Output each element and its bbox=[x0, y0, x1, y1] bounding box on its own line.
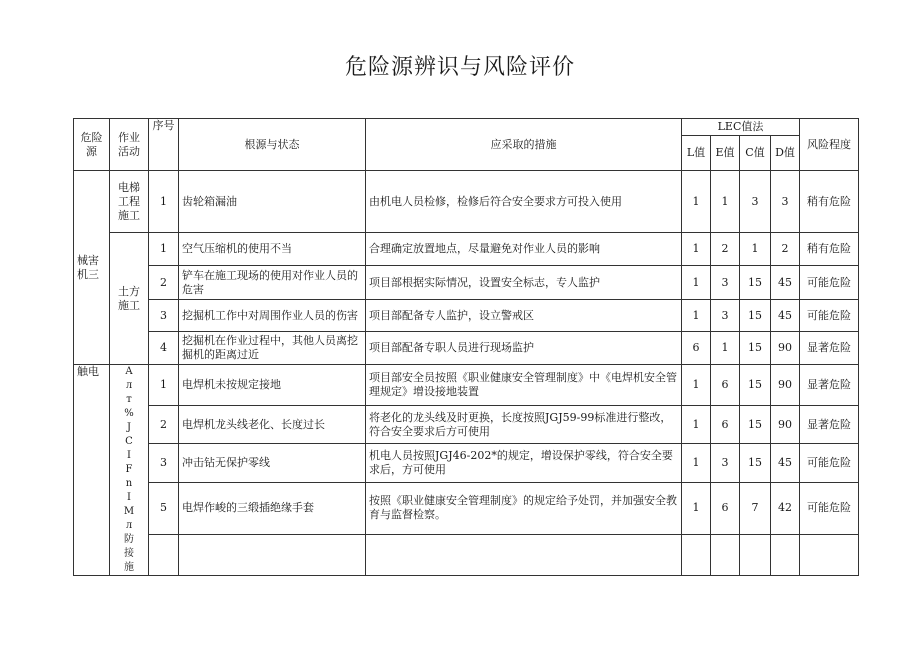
row-c: 15 bbox=[740, 266, 771, 300]
row-d: 90 bbox=[771, 406, 800, 444]
header-row-1 bbox=[74, 119, 859, 136]
empty-row bbox=[74, 534, 859, 575]
row-e: 1 bbox=[711, 171, 740, 233]
table-row bbox=[74, 483, 859, 535]
hazard-mechanical: 械害机三 bbox=[74, 171, 110, 365]
row-l: 1 bbox=[682, 171, 711, 233]
row-e: 3 bbox=[711, 266, 740, 300]
row-source: 冲击钻无保护零线 bbox=[179, 444, 366, 483]
row-e: 6 bbox=[711, 483, 740, 535]
row-source: 挖掘机在作业过程中，其他人员离挖掘机的距离过近 bbox=[179, 332, 366, 365]
row-seq: 2 bbox=[149, 266, 179, 300]
electric-side-text: A л т % J C I F n I M л 防 接 施 bbox=[123, 366, 135, 573]
risk-assessment-table bbox=[73, 118, 859, 576]
row-l: 1 bbox=[682, 233, 711, 266]
activity-elevator: 电梯工程施工 bbox=[110, 171, 149, 233]
empty-cell bbox=[740, 534, 771, 575]
table-row bbox=[74, 332, 859, 365]
table-row bbox=[74, 233, 859, 266]
row-e: 2 bbox=[711, 233, 740, 266]
row-c: 15 bbox=[740, 406, 771, 444]
row-measure: 按照《职业健康安全管理制度》的规定给予处罚，并加强安全教育与监督检察。 bbox=[366, 483, 682, 535]
row-measure: 项目部配备专人监护，设立警戒区 bbox=[366, 300, 682, 332]
electric-side-label bbox=[110, 365, 149, 576]
header-d: D值 bbox=[771, 136, 800, 171]
row-source: 电焊作峻的三缎插绝缘手套 bbox=[179, 483, 366, 535]
row-risk: 可能危险 bbox=[800, 266, 859, 300]
row-measure: 机电人员按照JGJ46-202*的规定，增设保护零线，符合安全要求后，方可使用 bbox=[366, 444, 682, 483]
row-seq: 5 bbox=[149, 483, 179, 535]
empty-cell bbox=[771, 534, 800, 575]
row-c: 3 bbox=[740, 171, 771, 233]
table-row bbox=[74, 365, 859, 406]
row-source: 空气压缩机的使用不当 bbox=[179, 233, 366, 266]
empty-cell bbox=[179, 534, 366, 575]
table-row bbox=[74, 300, 859, 332]
row-d: 45 bbox=[771, 300, 800, 332]
row-l: 1 bbox=[682, 300, 711, 332]
hazard-electric: 触电 bbox=[74, 365, 110, 576]
header-source: 根源与状态 bbox=[179, 119, 366, 171]
empty-cell bbox=[711, 534, 740, 575]
row-seq: 1 bbox=[149, 233, 179, 266]
row-risk: 显著危险 bbox=[800, 406, 859, 444]
row-l: 6 bbox=[682, 332, 711, 365]
row-d: 45 bbox=[771, 444, 800, 483]
table-row bbox=[74, 171, 859, 233]
row-source: 齿轮箱漏油 bbox=[179, 171, 366, 233]
header-measures: 应采取的措施 bbox=[366, 119, 682, 171]
row-c: 15 bbox=[740, 300, 771, 332]
row-seq: 2 bbox=[149, 406, 179, 444]
header-hazard: 危险源 bbox=[74, 119, 110, 171]
row-c: 15 bbox=[740, 332, 771, 365]
row-l: 1 bbox=[682, 444, 711, 483]
page-title: 危险源辨识与风险评价 bbox=[344, 55, 575, 80]
row-c: 7 bbox=[740, 483, 771, 535]
table-row bbox=[74, 444, 859, 483]
header-l: L值 bbox=[682, 136, 711, 171]
row-d: 42 bbox=[771, 483, 800, 535]
empty-cell bbox=[149, 534, 179, 575]
row-d: 3 bbox=[771, 171, 800, 233]
row-measure: 项目部配备专职人员进行现场监护 bbox=[366, 332, 682, 365]
row-measure: 将老化的龙头线及时更换，长度按照JGJ59-99标准进行整改，符合安全要求后方可使用 bbox=[366, 406, 682, 444]
row-e: 3 bbox=[711, 444, 740, 483]
row-risk: 可能危险 bbox=[800, 483, 859, 535]
row-c: 1 bbox=[740, 233, 771, 266]
activity-earthwork: 土方施工 bbox=[110, 233, 149, 365]
row-measure: 合理确定放置地点，尽量避免对作业人员的影响 bbox=[366, 233, 682, 266]
row-seq: 3 bbox=[149, 444, 179, 483]
row-l: 1 bbox=[682, 406, 711, 444]
row-l: 1 bbox=[682, 483, 711, 535]
row-l: 1 bbox=[682, 266, 711, 300]
header-activity: 作业活动 bbox=[110, 119, 149, 171]
empty-cell bbox=[366, 534, 682, 575]
row-source: 电焊机龙头线老化、长度过长 bbox=[179, 406, 366, 444]
row-e: 6 bbox=[711, 406, 740, 444]
row-measure: 由机电人员检修，检修后符合安全要求方可投入使用 bbox=[366, 171, 682, 233]
empty-cell bbox=[682, 534, 711, 575]
row-d: 90 bbox=[771, 332, 800, 365]
row-l: 1 bbox=[682, 365, 711, 406]
row-seq: 1 bbox=[149, 365, 179, 406]
row-measure: 项目部根据实际情况，设置安全标志，专人监护 bbox=[366, 266, 682, 300]
row-risk: 显著危险 bbox=[800, 365, 859, 406]
row-risk: 稍有危险 bbox=[800, 171, 859, 233]
row-seq: 3 bbox=[149, 300, 179, 332]
row-source: 挖掘机工作中对周围作业人员的伤害 bbox=[179, 300, 366, 332]
row-d: 2 bbox=[771, 233, 800, 266]
table-row bbox=[74, 266, 859, 300]
header-c: C值 bbox=[740, 136, 771, 171]
row-d: 90 bbox=[771, 365, 800, 406]
header-seq: 序号 bbox=[149, 119, 179, 171]
header-lec: LEC值法 bbox=[682, 119, 800, 136]
row-e: 1 bbox=[711, 332, 740, 365]
row-risk: 可能危险 bbox=[800, 444, 859, 483]
header-risk: 风险程度 bbox=[800, 119, 859, 171]
row-d: 45 bbox=[771, 266, 800, 300]
header-e: E值 bbox=[711, 136, 740, 171]
row-risk: 显著危险 bbox=[800, 332, 859, 365]
table-row bbox=[74, 406, 859, 444]
row-e: 6 bbox=[711, 365, 740, 406]
row-source: 电焊机未按规定接地 bbox=[179, 365, 366, 406]
row-seq: 4 bbox=[149, 332, 179, 365]
row-seq: 1 bbox=[149, 171, 179, 233]
row-risk: 可能危险 bbox=[800, 300, 859, 332]
row-source: 铲车在施工现场的使用对作业人员的危害 bbox=[179, 266, 366, 300]
row-c: 15 bbox=[740, 444, 771, 483]
empty-cell bbox=[800, 534, 859, 575]
row-measure: 项目部安全员按照《职业健康安全管理制度》中《电焊机安全管理规定》增设接地装置 bbox=[366, 365, 682, 406]
row-risk: 稍有危险 bbox=[800, 233, 859, 266]
row-e: 3 bbox=[711, 300, 740, 332]
row-c: 15 bbox=[740, 365, 771, 406]
